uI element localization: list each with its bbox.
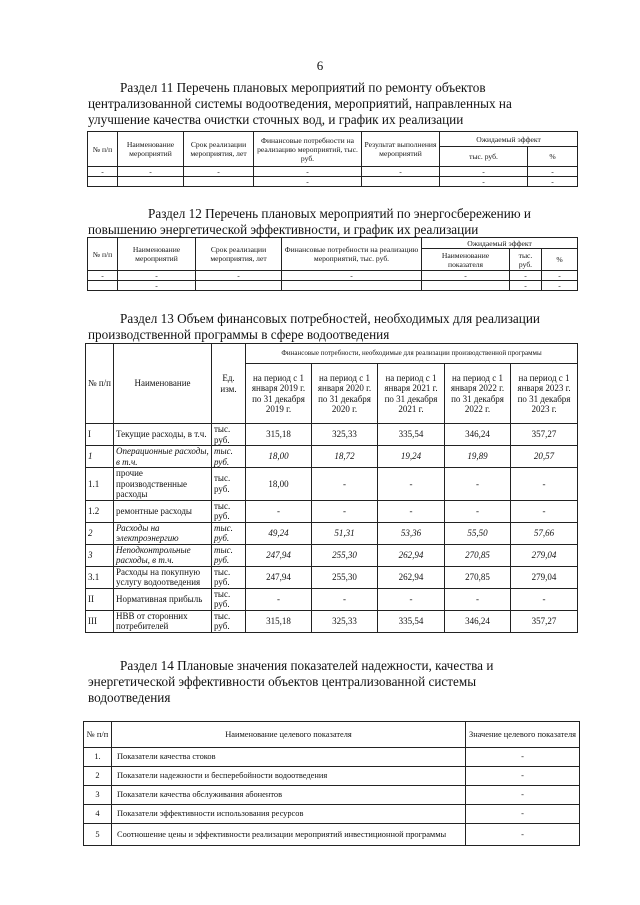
col-header-indicator: Наименование показателя: [422, 249, 510, 271]
table-row: [86, 424, 578, 446]
col-header-period: на период с 1 января 2020 г. по 31 декабря 2020 г.: [312, 364, 378, 424]
value-cell: 19,24: [378, 446, 445, 468]
col-header-period: на период с 1 января 2021 г. по 31 декабря 2021 г.: [378, 364, 445, 424]
value-cell: -: [312, 468, 378, 501]
value-cell: -: [312, 500, 378, 522]
value-cell: 315,18: [246, 610, 312, 632]
col-header-result: Результат выполнения мероприятий: [362, 132, 440, 167]
row-number: 3: [86, 544, 114, 566]
value-cell: 346,24: [445, 424, 511, 446]
row-unit: тыс. руб.: [212, 610, 246, 632]
value-cell: -: [511, 468, 578, 501]
value-cell: -: [445, 468, 511, 501]
value-cell: 262,94: [378, 566, 445, 588]
value-cell: 315,18: [246, 424, 312, 446]
row-unit: тыс. руб.: [212, 522, 246, 544]
value-cell: 270,85: [445, 566, 511, 588]
row-unit: тыс. руб.: [212, 424, 246, 446]
row-number: 3.1: [86, 566, 114, 588]
section-13-heading: [88, 311, 578, 343]
section-13-table: [85, 343, 578, 633]
value-cell: 19,89: [445, 446, 511, 468]
col-header-rub: тыс. руб.: [510, 249, 542, 271]
cell: -: [282, 271, 422, 281]
indicator-value: -: [466, 786, 580, 805]
value-cell: 247,94: [246, 566, 312, 588]
table-row: [86, 522, 578, 544]
cell: -: [118, 167, 184, 177]
cell: -: [88, 167, 118, 177]
section-14-heading: [88, 658, 578, 706]
value-cell: 262,94: [378, 544, 445, 566]
value-cell: 335,54: [378, 610, 445, 632]
cell: -: [118, 271, 196, 281]
cell: -: [528, 177, 578, 187]
heading-line: производственной программы в сфере водоотведения: [88, 327, 390, 342]
page-number: 6: [316, 58, 324, 73]
col-header-num: № п/п: [86, 344, 114, 424]
col-header-num: № п/п: [88, 238, 118, 271]
row-number: 2: [84, 767, 112, 786]
value-cell: 53,36: [378, 522, 445, 544]
col-header-period: на период с 1 января 2023 г. по 31 декабря 2023 г.: [511, 364, 578, 424]
value-cell: -: [511, 500, 578, 522]
row-name: Нормативная прибыль: [114, 588, 212, 610]
cell: -: [118, 281, 196, 291]
col-header-name: Наименование мероприятий: [118, 238, 196, 271]
table-row: [88, 281, 578, 291]
section-14-table: [83, 721, 580, 846]
value-cell: 279,04: [511, 566, 578, 588]
value-cell: 18,00: [246, 468, 312, 501]
cell: -: [440, 177, 528, 187]
table-row: [86, 446, 578, 468]
table-row: [84, 805, 580, 824]
row-name: НВВ от сторонних потребителей: [114, 610, 212, 632]
indicator-value: -: [466, 748, 580, 767]
col-header-name: Наименование мероприятий: [118, 132, 184, 167]
row-number: 1.1: [86, 468, 114, 501]
value-cell: -: [246, 588, 312, 610]
cell: -: [542, 271, 578, 281]
indicator-value: -: [466, 824, 580, 846]
cell: -: [528, 167, 578, 177]
cell: [184, 177, 254, 187]
heading-line: централизованной системы водоотведения, мероприятий, направленных на: [88, 96, 512, 111]
value-cell: 357,27: [511, 424, 578, 446]
row-name: Операционные расходы, в т.ч.: [114, 446, 212, 468]
row-number: 1: [86, 446, 114, 468]
heading-line: улучшение качества очистки сточных вод, и график их реализации: [88, 112, 464, 127]
value-cell: 255,30: [312, 544, 378, 566]
indicator-name: Показатели надежности и бесперебойности водоотведения: [112, 767, 466, 786]
row-number: 4: [84, 805, 112, 824]
indicator-name: Показатели эффективности использования ресурсов: [112, 805, 466, 824]
row-unit: тыс. руб.: [212, 446, 246, 468]
row-number: 2: [86, 522, 114, 544]
row-unit: тыс. руб.: [212, 544, 246, 566]
cell: -: [422, 271, 510, 281]
value-cell: 270,85: [445, 544, 511, 566]
value-cell: -: [312, 588, 378, 610]
col-header-unit: Ед. изм.: [212, 344, 246, 424]
value-cell: 51,31: [312, 522, 378, 544]
col-header-fin: Финансовые потребности, необходимые для реализации производственной программы: [246, 344, 578, 364]
section-11-table: [87, 131, 578, 187]
table-row: [86, 500, 578, 522]
cell: -: [184, 167, 254, 177]
indicator-name: Соотношение цены и эффективности реализации мероприятий инвестиционной программы: [112, 824, 466, 846]
value-cell: -: [378, 500, 445, 522]
table-row: [88, 167, 578, 177]
col-header-term: Срок реализации мероприятия, лет: [196, 238, 282, 271]
row-unit: тыс. руб.: [212, 500, 246, 522]
value-cell: -: [246, 500, 312, 522]
value-cell: -: [445, 588, 511, 610]
section-12-heading: [88, 206, 578, 238]
cell: [282, 281, 422, 291]
cell: -: [440, 167, 528, 177]
table-row: [88, 271, 578, 281]
cell: -: [542, 281, 578, 291]
table-row: [86, 610, 578, 632]
col-header-num: № п/п: [84, 722, 112, 748]
cell: [88, 281, 118, 291]
value-cell: -: [378, 468, 445, 501]
heading-line: Раздел 13 Объем финансовых потребностей, необходимых для реализации: [120, 311, 540, 326]
section-14-body: [84, 748, 580, 846]
cell: -: [510, 281, 542, 291]
heading-line: Раздел 14 Плановые значения показателей надежности, качества и: [120, 658, 494, 673]
table-row: [86, 588, 578, 610]
col-header-fin: Финансовые потребности на реализацию мероприятий, тыс. руб.: [254, 132, 362, 167]
row-number: II: [86, 588, 114, 610]
table-row: [84, 748, 580, 767]
row-name: Расходы на электроэнергию: [114, 522, 212, 544]
indicator-name: Показатели качества обслуживания абонентов: [112, 786, 466, 805]
table-row: [84, 767, 580, 786]
indicator-value: -: [466, 767, 580, 786]
row-name: Расходы на покупную услугу водоотведения: [114, 566, 212, 588]
cell: -: [510, 271, 542, 281]
cell: [362, 177, 440, 187]
col-header-effect: Ожидаемый эффект: [440, 132, 578, 147]
value-cell: 255,30: [312, 566, 378, 588]
value-cell: 325,33: [312, 424, 378, 446]
table-row: [84, 786, 580, 805]
section-11-heading: [88, 80, 578, 128]
cell: -: [196, 271, 282, 281]
value-cell: 49,24: [246, 522, 312, 544]
value-cell: 325,33: [312, 610, 378, 632]
col-header-period: на период с 1 января 2022 г. по 31 декабря 2022 г.: [445, 364, 511, 424]
cell: -: [88, 271, 118, 281]
row-name: ремонтные расходы: [114, 500, 212, 522]
table-row: [86, 544, 578, 566]
table-row: [84, 824, 580, 846]
col-header-num: № п/п: [88, 132, 118, 167]
table-row: [86, 566, 578, 588]
heading-line: Раздел 11 Перечень плановых мероприятий по ремонту объектов: [120, 80, 486, 95]
value-cell: -: [511, 588, 578, 610]
value-cell: 279,04: [511, 544, 578, 566]
heading-line: водоотведения: [88, 690, 171, 705]
row-number: 5: [84, 824, 112, 846]
table-row: [88, 177, 578, 187]
heading-line: энергетической эффективности объектов централизованной системы: [88, 674, 477, 689]
heading-line: Раздел 12 Перечень плановых мероприятий по энергосбережению и: [148, 206, 531, 221]
row-number: 3: [84, 786, 112, 805]
value-cell: 57,66: [511, 522, 578, 544]
col-header-period: на период с 1 января 2019 г. по 31 декабря 2019 г.: [246, 364, 312, 424]
col-header-name: Наименование: [114, 344, 212, 424]
col-header-value: Значение целевого показателя: [466, 722, 580, 748]
indicator-name: Показатели качества стоков: [112, 748, 466, 767]
cell: -: [254, 177, 362, 187]
col-header-name: Наименование целевого показателя: [112, 722, 466, 748]
row-name: прочие производственные расходы: [114, 468, 212, 501]
row-name: Текущие расходы, в т.ч.: [114, 424, 212, 446]
cell: [422, 281, 510, 291]
indicator-value: -: [466, 805, 580, 824]
row-number: 1.: [84, 748, 112, 767]
value-cell: 18,00: [246, 446, 312, 468]
value-cell: 55,50: [445, 522, 511, 544]
value-cell: -: [445, 500, 511, 522]
value-cell: 20,57: [511, 446, 578, 468]
value-cell: -: [378, 588, 445, 610]
col-header-pct: %: [528, 147, 578, 167]
col-header-pct: %: [542, 249, 578, 271]
table-row: [86, 468, 578, 501]
row-number: I: [86, 424, 114, 446]
col-header-rub: тыс. руб.: [440, 147, 528, 167]
value-cell: 346,24: [445, 610, 511, 632]
cell: [118, 177, 184, 187]
value-cell: 335,54: [378, 424, 445, 446]
section-13-body: [86, 424, 578, 633]
row-unit: тыс. руб.: [212, 588, 246, 610]
col-header-term: Срок реализации мероприятия, лет: [184, 132, 254, 167]
row-unit: тыс. руб.: [212, 566, 246, 588]
row-unit: тыс. руб.: [212, 468, 246, 501]
cell: -: [254, 167, 362, 177]
row-number: III: [86, 610, 114, 632]
value-cell: 18,72: [312, 446, 378, 468]
cell: [196, 281, 282, 291]
cell: -: [362, 167, 440, 177]
section-12-table: [87, 237, 578, 291]
cell: [88, 177, 118, 187]
value-cell: 247,94: [246, 544, 312, 566]
col-header-effect: Ожидаемый эффект: [422, 238, 578, 249]
heading-line: повышению энергетической эффективности, и график их реализации: [88, 222, 479, 237]
row-number: 1.2: [86, 500, 114, 522]
value-cell: 357,27: [511, 610, 578, 632]
col-header-fin: Финансовые потребности на реализацию мероприятий, тыс. руб.: [282, 238, 422, 271]
row-name: Неподконтрольные расходы, в т.ч.: [114, 544, 212, 566]
